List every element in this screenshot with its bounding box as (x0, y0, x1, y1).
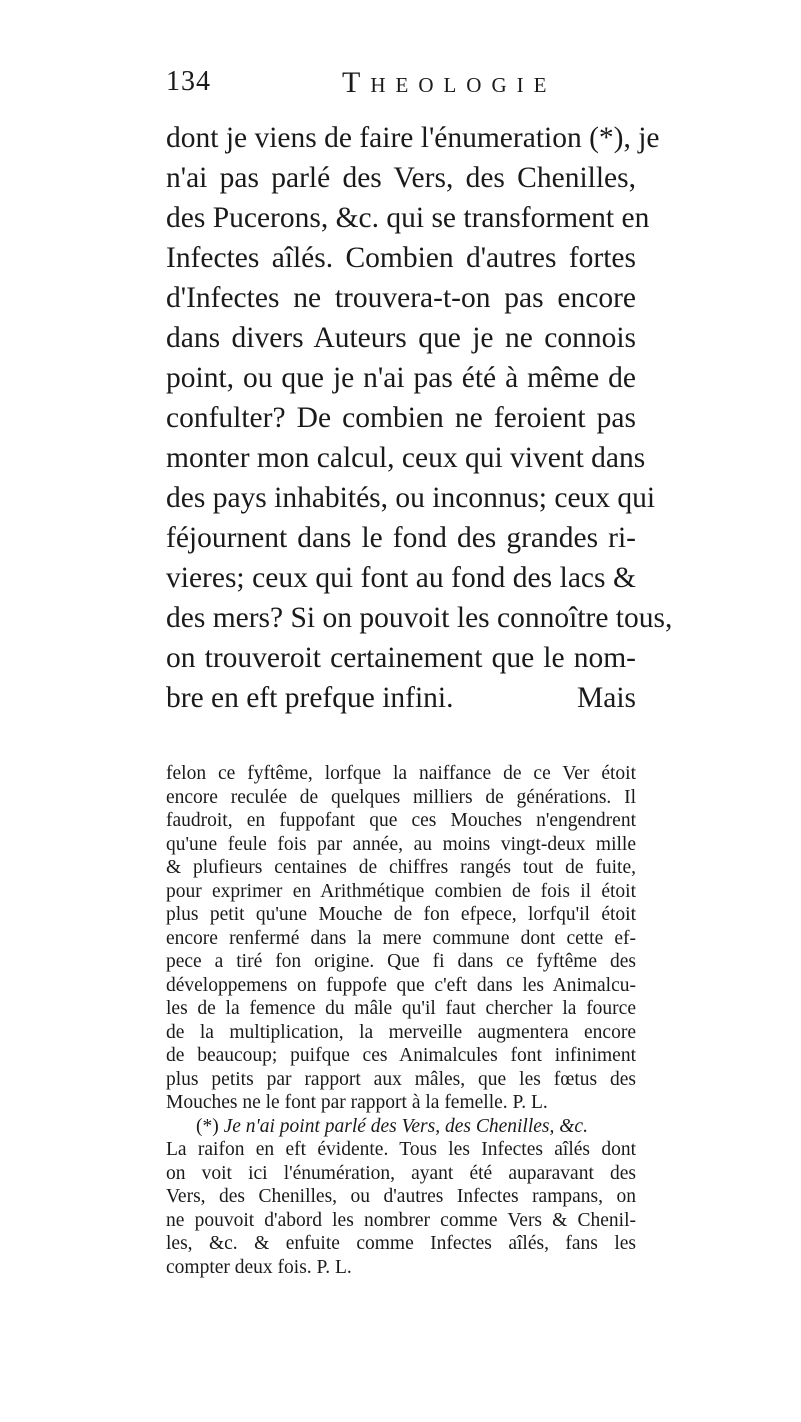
catchword: Mais (577, 682, 636, 714)
main-line-6: dans divers Auteurs que je ne connois (166, 322, 636, 354)
footnote-line-4: ne pouvoit d'abord les nombrer comme Vers & Chenil- (166, 1209, 636, 1231)
main-line-14: on trouveroit certainement que le nom- (166, 642, 636, 674)
note-line-8: encore renfermé dans la mere commune dont cette ef- (166, 927, 636, 949)
main-line-11: féjournent dans le fond des grandes ri- (166, 522, 636, 554)
footnote-marker: (*) (196, 1115, 219, 1137)
main-line-12: vieres; ceux qui font au fond des lacs & (166, 562, 636, 594)
note-line-14: plus petits par rapport aux mâles, que les fœtus des (166, 1068, 636, 1090)
footnote-line-5: les, &c. & enfuite comme Infectes aîlés, fans les (166, 1233, 636, 1254)
footnote-line-2: on voit ici l'énumération, ayant été auparavant des (166, 1162, 636, 1184)
note-line-4: qu'une feule fois par année, au moins vingt-deux mille (166, 833, 636, 855)
main-line-13: des mers? Si on pouvoit les connoître tous, (166, 602, 673, 634)
note-line-6: pour exprimer en Arithmétique combien de fois il étoit (166, 880, 636, 902)
footnote-italic: Je n'ai point parlé des Vers, des Chenilles, &c. (223, 1115, 588, 1137)
main-line-15 (166, 678, 636, 718)
note-line-13: de beaucoup; puifque ces Animalcules font infiniment (166, 1045, 636, 1066)
note-line-10: développemens on fuppofe que c'eft dans les Animalcu- (166, 974, 636, 996)
running-title: Theologie (342, 66, 557, 99)
note-line-2: encore reculée de quelques milliers de générations. Il (166, 786, 636, 808)
main-line-7: point, ou que je n'ai pas été à même de (166, 362, 636, 394)
footnote-heading (166, 1115, 636, 1139)
note-block (166, 762, 636, 1279)
note-line-5: & plufieurs centaines de chiffres rangés tout de fuite, (166, 857, 636, 878)
main-line-10: des pays inhabités, ou inconnus; ceux qui (166, 482, 656, 514)
main-line-1: dont je viens de faire l'énumeration (*), je (166, 122, 660, 154)
main-paragraph (166, 118, 673, 718)
note-line-1: felon ce fyftême, lorfque la naiffance de ce Ver étoit (166, 763, 636, 784)
main-line-4: Infectes aîlés. Combien d'autres fortes (166, 242, 636, 274)
main-line-3: des Pucerons, &c. qui se transforment en (166, 202, 650, 234)
running-head (166, 66, 636, 106)
footnote-line-1: La raifon en eft évidente. Tous les Infectes aîlés dont (166, 1139, 636, 1160)
note-line-7: plus petit qu'une Mouche de fon efpece, lorfqu'il étoit (166, 904, 636, 925)
footnote-line-3: Vers, des Chenilles, ou d'autres Infectes rampans, on (166, 1186, 636, 1207)
note-line-12: de la multiplication, la merveille augmentera encore (166, 1021, 636, 1043)
note-line-9: pece a tiré fon origine. Que fi dans ce fyftême des (166, 951, 636, 972)
main-line-9: monter mon calcul, ceux qui vivent dans (166, 442, 646, 474)
footnote-line-6: compter deux fois. P. L. (166, 1256, 352, 1278)
page-number: 134 (166, 66, 211, 97)
main-line-15-text: bre en eft prefque infini. (166, 682, 454, 714)
note-line-15: Mouches ne le font par rapport à la femelle. P. L. (166, 1092, 548, 1113)
note-line-3: faudroit, en fuppofant que ces Mouches n'engendrent (166, 810, 636, 831)
main-line-2: n'ai pas parlé des Vers, des Chenilles, (166, 162, 636, 194)
main-line-8: confulter? De combien ne feroient pas (166, 402, 636, 434)
note-line-11: les de la femence du mâle qu'il faut chercher la fource (166, 998, 636, 1019)
main-line-5: d'Infectes ne trouvera-t-on pas encore (166, 282, 636, 314)
